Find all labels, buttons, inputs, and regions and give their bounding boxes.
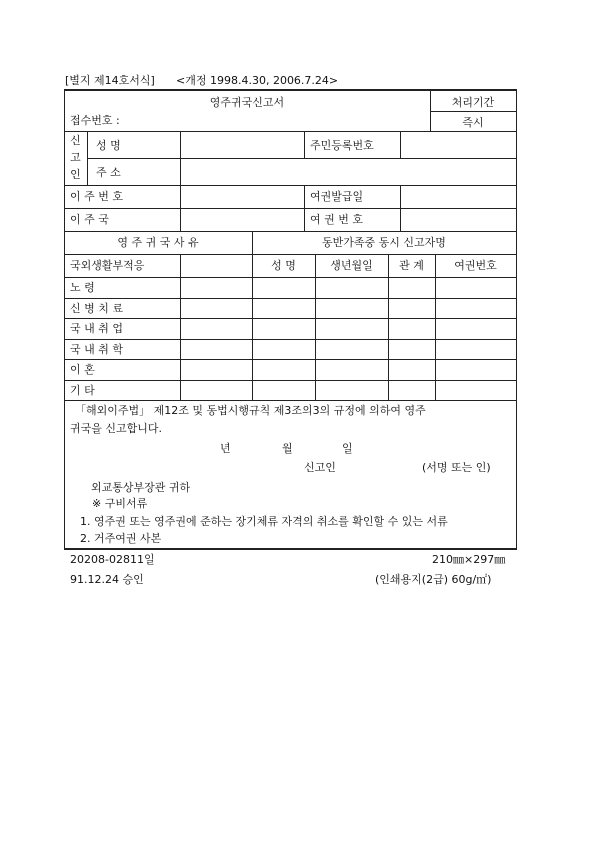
reason-item: 신 병 치 료 (70, 302, 123, 315)
paper-size: 210㎜×297㎜ (432, 553, 506, 566)
document-item: 2. 거주여권 사본 (80, 532, 162, 545)
form-number-label: [별지 제14호서식] (65, 74, 155, 87)
year-label: 년 (220, 442, 231, 455)
processing-period-label: 처리기간 (451, 96, 495, 109)
reason-item: 기 타 (70, 384, 95, 397)
reason-header: 영 주 귀 국 사 유 (117, 236, 199, 249)
month-label: 월 (282, 442, 293, 455)
declaration-line: 「해외이주법」 제12조 및 동법시행규칙 제3조의3의 규정에 의하여 영주 (75, 404, 426, 417)
reason-item: 국 내 취 업 (70, 322, 123, 335)
passport-issue-date-label: 여권발급일 (310, 190, 364, 203)
address-label: 주 소 (96, 166, 121, 179)
documents-heading: ※ 구비서류 (92, 497, 148, 510)
paper-spec: (인쇄용지(2급) 60g/㎡) (375, 573, 492, 586)
addressee: 외교통상부장관 귀하 (91, 481, 191, 494)
form-code: 20208-02811일 (70, 553, 155, 566)
approval-date: 91.12.24 승인 (70, 573, 144, 586)
reason-item: 국 내 취 학 (70, 343, 123, 356)
declarant-label: 신고인 (304, 461, 336, 474)
family-header: 동반가족중 동시 신고자명 (322, 236, 446, 249)
signature-label: (서명 또는 인) (422, 461, 491, 474)
column-header-passport: 여권번호 (454, 259, 497, 272)
reason-item: 이 혼 (70, 363, 95, 376)
rrn-label: 주민등록번호 (310, 139, 374, 152)
passport-number-label: 여 권 번 호 (310, 213, 363, 226)
reason-item: 국외생활부적응 (70, 259, 145, 272)
emigration-number-label: 이 주 번 호 (70, 190, 123, 203)
processing-period-value: 즉시 (462, 116, 484, 129)
name-label: 성 명 (96, 139, 121, 152)
column-header-birthdate: 생년월일 (330, 259, 373, 272)
document-item: 1. 영주권 또는 영주권에 준하는 장기체류 자격의 취소를 확인할 수 있는 서류 (80, 515, 448, 528)
section-label-char: 고 (70, 151, 81, 164)
receipt-number-label: 접수번호 : (70, 114, 120, 127)
declaration-line: 귀국을 신고합니다. (70, 422, 163, 435)
reason-item: 노 령 (70, 281, 95, 294)
column-header-name: 성 명 (271, 259, 296, 272)
column-header-relation: 관 계 (399, 259, 424, 272)
day-label: 일 (342, 442, 353, 455)
section-label-char: 인 (70, 168, 81, 181)
section-label-char: 신 (70, 134, 81, 147)
emigration-country-label: 이 주 국 (70, 213, 109, 226)
revision-note: <개정 1998.4.30, 2006.7.24> (176, 74, 339, 87)
form-title: 영주귀국신고서 (209, 96, 285, 109)
